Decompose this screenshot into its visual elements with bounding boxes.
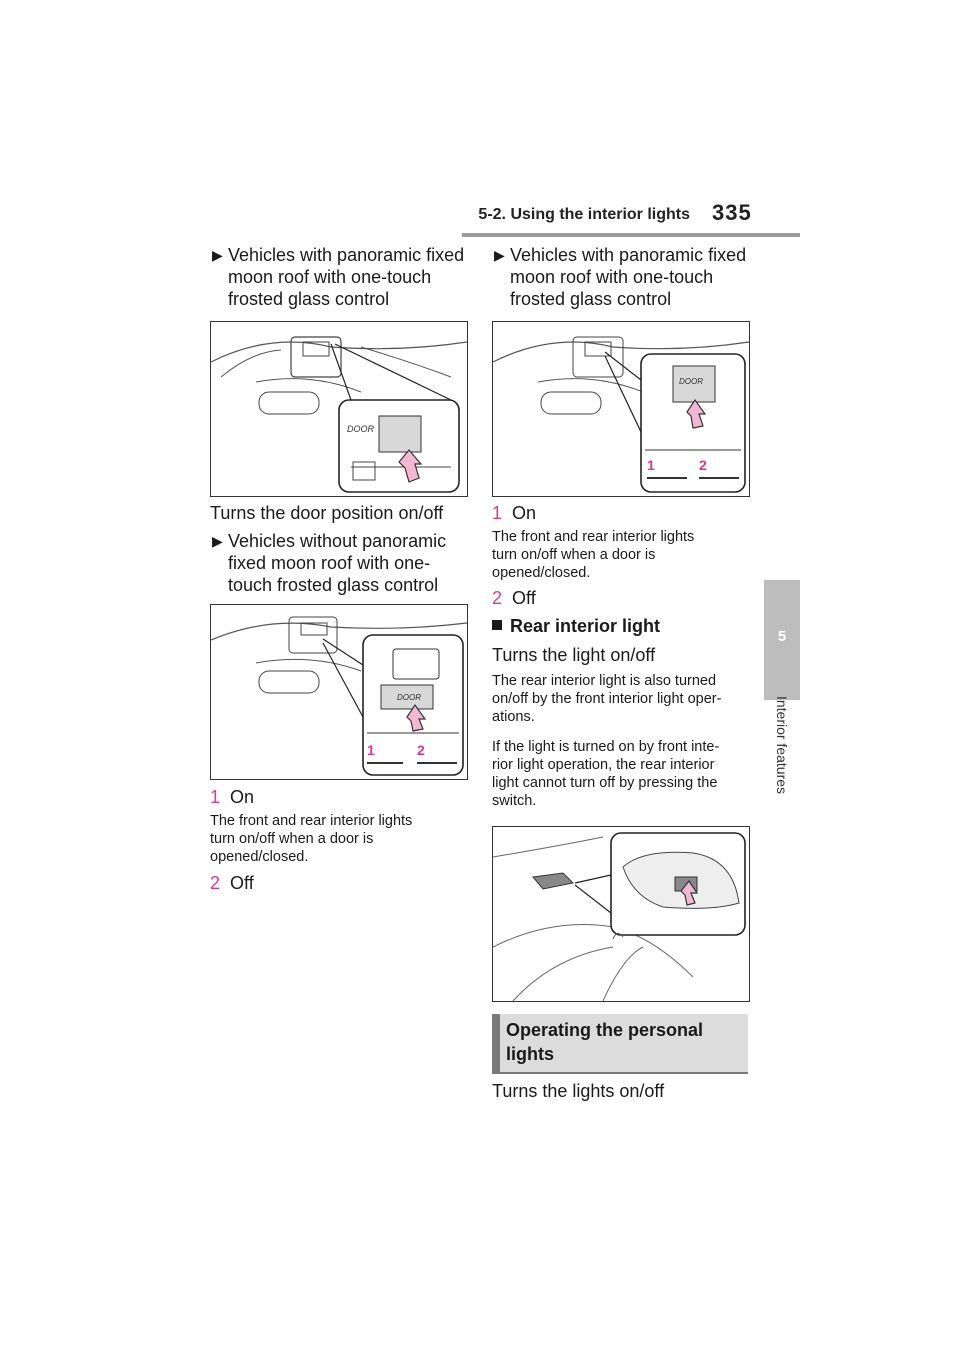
section-header-rule bbox=[492, 1072, 748, 1074]
heading-text: Rear interior light bbox=[510, 616, 661, 636]
section-header-bar bbox=[492, 1014, 500, 1072]
rear-light-heading bbox=[492, 616, 660, 637]
item-2-off bbox=[210, 872, 254, 894]
page-number: 335 bbox=[712, 200, 752, 225]
triangle-bullet-icon: ▶ bbox=[212, 533, 223, 549]
door-label: DOOR bbox=[397, 693, 421, 702]
bullet-panoramic-right bbox=[494, 244, 747, 310]
chapter-number: 5 bbox=[777, 628, 787, 645]
square-bullet-icon bbox=[492, 620, 502, 630]
item-1-description-right bbox=[492, 528, 694, 582]
note-line: rior light operation, the rear interior bbox=[492, 757, 715, 773]
rear-light-caption: Turns the light on/off bbox=[492, 645, 656, 665]
bullet-line: frosted glass control bbox=[228, 289, 390, 309]
rear-light-note-1 bbox=[492, 672, 721, 726]
bullet-line: frosted glass control bbox=[510, 289, 672, 309]
door-switch-drawing bbox=[211, 322, 467, 496]
note-line: The rear interior light is also turned bbox=[492, 673, 717, 689]
illustration-panoramic-switch-right bbox=[492, 321, 750, 497]
illustration-non-panoramic-switch bbox=[210, 604, 468, 780]
bullet-without-panoramic bbox=[212, 530, 447, 596]
section-title-personal-lights bbox=[506, 1018, 742, 1066]
item-label: Off bbox=[512, 588, 536, 608]
bullet-line: Vehicles with panoramic fixed bbox=[228, 245, 465, 265]
triangle-bullet-icon: ▶ bbox=[494, 247, 505, 263]
desc-line: turn on/off when a door is bbox=[210, 831, 374, 847]
note-line: switch. bbox=[492, 793, 537, 809]
door-label: DOOR bbox=[347, 424, 374, 434]
note-line: If the light is turned on by front inte- bbox=[492, 739, 720, 755]
caption-door-position: Turns the door position on/off bbox=[210, 503, 444, 523]
triangle-bullet-icon: ▶ bbox=[212, 247, 223, 263]
bullet-line: fixed moon roof with one- bbox=[228, 553, 431, 573]
item-number: 2 bbox=[492, 588, 503, 608]
chapter-label-wrapper bbox=[764, 680, 800, 810]
door-switch-drawing bbox=[211, 605, 467, 779]
item-label: On bbox=[230, 787, 255, 807]
rear-light-drawing bbox=[493, 827, 749, 1001]
item-label: On bbox=[512, 503, 537, 523]
bullet-panoramic-left bbox=[212, 244, 465, 310]
bullet-line: moon roof with one-touch bbox=[228, 267, 432, 287]
door-label: DOOR bbox=[679, 377, 703, 386]
chapter-label: Interior features bbox=[774, 695, 790, 795]
callout-2: 2 bbox=[699, 457, 707, 473]
bullet-line: moon roof with one-touch bbox=[510, 267, 714, 287]
desc-line: The front and rear interior lights bbox=[210, 813, 413, 829]
note-line: on/off by the front interior light oper- bbox=[492, 691, 722, 707]
item-number: 2 bbox=[210, 873, 221, 893]
illustration-rear-interior-light bbox=[492, 826, 750, 1002]
item-1-on-right bbox=[492, 502, 536, 524]
callout-1: 1 bbox=[647, 457, 655, 473]
desc-line: turn on/off when a door is bbox=[492, 547, 656, 563]
illustration-panoramic-switch-left bbox=[210, 321, 468, 497]
note-line: ations. bbox=[492, 709, 535, 725]
section-title-line: Operating the personal bbox=[506, 1020, 704, 1040]
bullet-line: Vehicles with panoramic fixed bbox=[510, 245, 747, 265]
section-title-line: lights bbox=[506, 1044, 554, 1064]
caption-personal-lights: Turns the lights on/off bbox=[492, 1081, 665, 1101]
header-rule bbox=[462, 233, 800, 237]
item-number: 1 bbox=[210, 787, 221, 807]
bullet-line: Vehicles without panoramic bbox=[228, 531, 447, 551]
item-number: 1 bbox=[492, 503, 503, 523]
note-line: light cannot turn off by pressing the bbox=[492, 775, 718, 791]
door-switch-drawing bbox=[493, 322, 749, 496]
callout-1: 1 bbox=[367, 742, 375, 758]
bullet-line: touch frosted glass control bbox=[228, 575, 439, 595]
item-2-off-right bbox=[492, 587, 536, 609]
desc-line: The front and rear interior lights bbox=[492, 529, 695, 545]
desc-line: opened/closed. bbox=[492, 565, 591, 581]
item-label: Off bbox=[230, 873, 254, 893]
rear-light-note-2 bbox=[492, 738, 719, 810]
item-1-description bbox=[210, 812, 412, 866]
running-header-title: 5-2. Using the interior lights bbox=[478, 206, 690, 223]
callout-2: 2 bbox=[417, 742, 425, 758]
desc-line: opened/closed. bbox=[210, 849, 309, 865]
item-1-on bbox=[210, 786, 254, 808]
